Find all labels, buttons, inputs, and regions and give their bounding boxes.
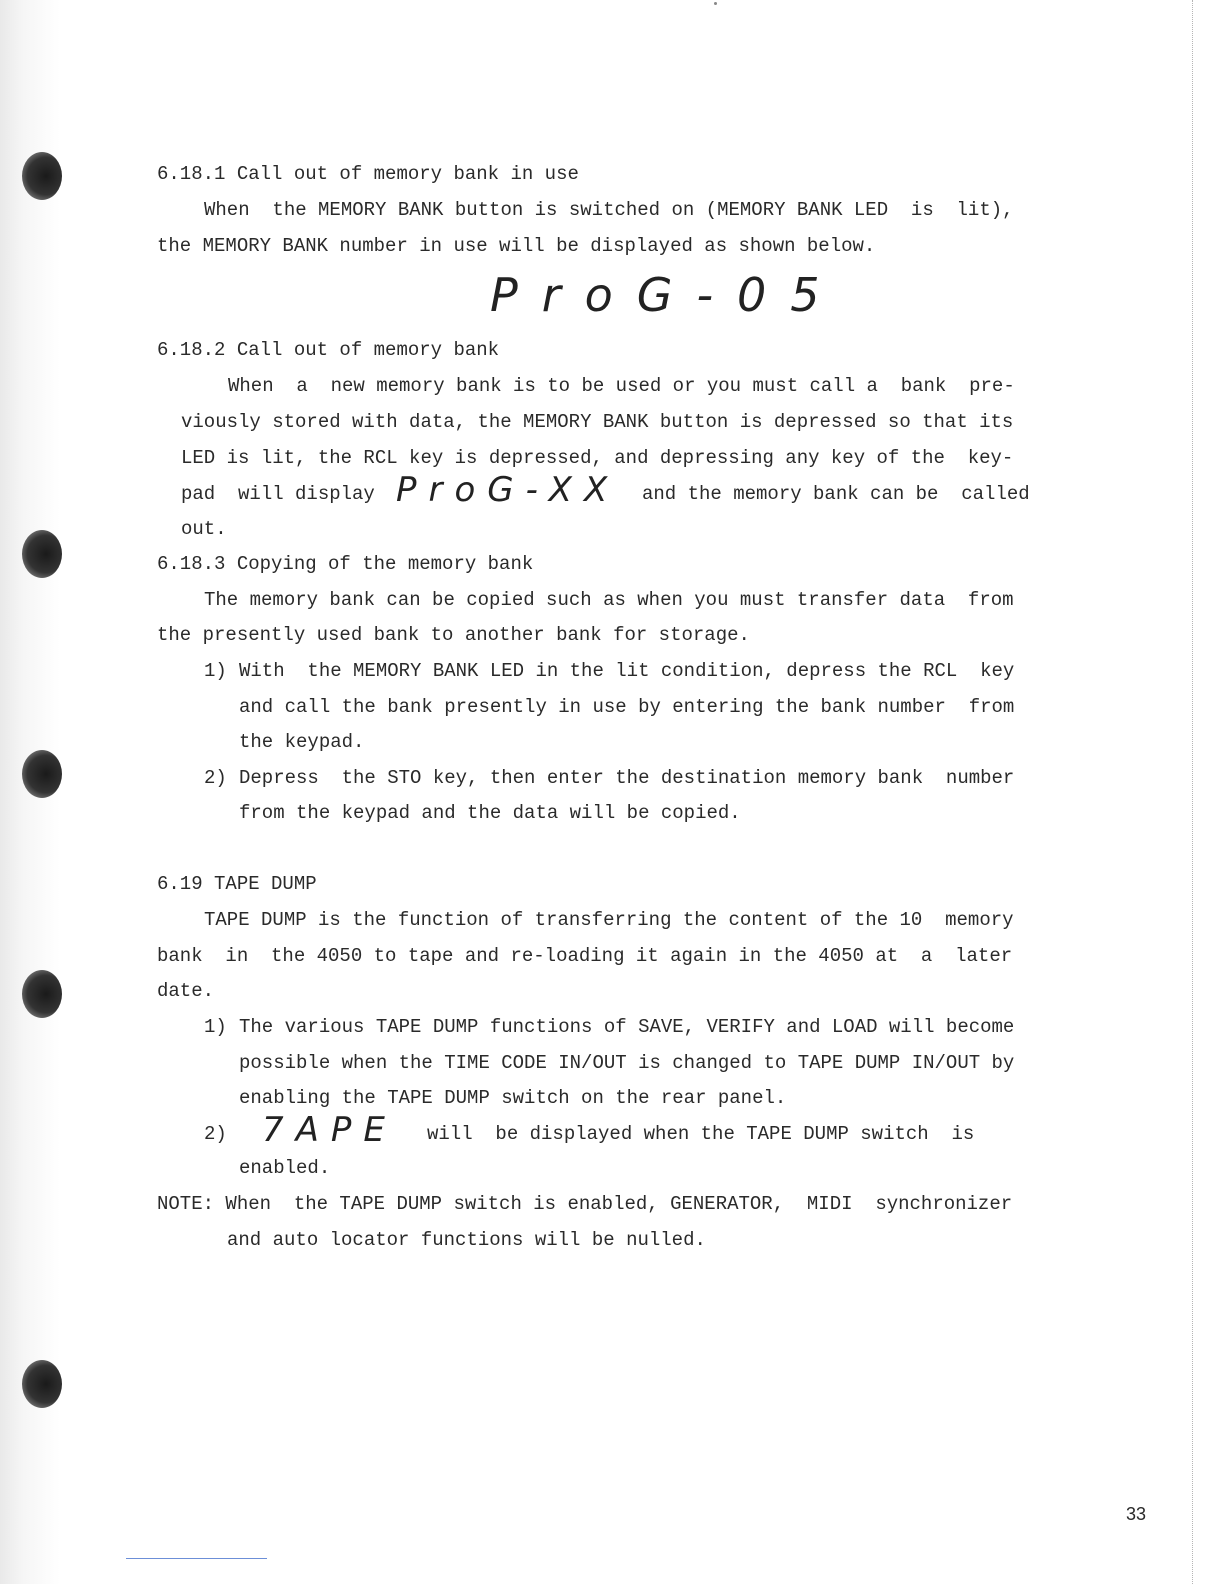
led-display-prog-05: ProG-05 bbox=[490, 268, 844, 322]
list-item-line: the keypad. bbox=[239, 731, 365, 753]
section-heading-6-18-2: 6.18.2 Call out of memory bank bbox=[157, 339, 500, 361]
section-heading-6-19: 6.19 TAPE DUMP bbox=[157, 873, 317, 895]
list-item-line: possible when the TIME CODE IN/OUT is changed to TAPE DUMP IN/OUT by bbox=[239, 1052, 1015, 1074]
note-line: and auto locator functions will be nulled. bbox=[227, 1229, 706, 1251]
list-number: 2) bbox=[204, 1123, 227, 1145]
paragraph-line: When a new memory bank is to be used or you must call a bank pre- bbox=[228, 375, 1015, 397]
list-item-line: Depress the STO key, then enter the destination memory bank number bbox=[239, 767, 1015, 789]
list-item-line: enabling the TAPE DUMP switch on the rear panel. bbox=[239, 1087, 787, 1109]
list-number: 2) bbox=[204, 767, 227, 789]
led-display-tape: 7APE bbox=[262, 1110, 397, 1150]
paragraph-line: bank in the 4050 to tape and re-loading it again in the 4050 at a later bbox=[157, 945, 1013, 967]
list-item-line: With the MEMORY BANK LED in the lit condition, depress the RCL key bbox=[239, 660, 1015, 682]
paragraph-line: date. bbox=[157, 980, 215, 1002]
section-heading-6-18-3: 6.18.3 Copying of the memory bank bbox=[157, 553, 534, 575]
paragraph-line: TAPE DUMP is the function of transferring the content of the 10 memory bbox=[204, 909, 1014, 931]
paragraph-line: When the MEMORY BANK button is switched on (MEMORY BANK LED is lit), bbox=[204, 199, 1014, 221]
paragraph-line: out. bbox=[181, 518, 227, 540]
binder-hole bbox=[22, 152, 62, 200]
list-number: 1) bbox=[204, 660, 227, 682]
paragraph-line: viously stored with data, the MEMORY BANK button is depressed so that its bbox=[181, 411, 1014, 433]
bottom-rule bbox=[126, 1558, 267, 1559]
paragraph-line: the presently used bank to another bank for storage. bbox=[157, 624, 750, 646]
list-item-line: enabled. bbox=[239, 1157, 331, 1179]
binder-hole bbox=[22, 1360, 62, 1408]
page-number: 33 bbox=[1126, 1504, 1147, 1524]
paragraph-line: the MEMORY BANK number in use will be displayed as shown below. bbox=[157, 235, 876, 257]
paragraph-line: pad will display bbox=[181, 483, 375, 505]
paragraph-line: and the memory bank can be called bbox=[642, 483, 1030, 505]
page-right-edge bbox=[1192, 0, 1194, 1584]
binder-hole bbox=[22, 530, 62, 578]
list-item-line: will be displayed when the TAPE DUMP switch is bbox=[427, 1123, 975, 1145]
list-item-line: and call the bank presently in use by entering the bank number from bbox=[239, 696, 1015, 718]
note-line: NOTE: When the TAPE DUMP switch is enabled, GENERATOR, MIDI synchronizer bbox=[157, 1193, 1013, 1215]
scan-speck bbox=[714, 2, 717, 5]
binder-hole bbox=[22, 970, 62, 1018]
list-item-line: The various TAPE DUMP functions of SAVE, VERIFY and LOAD will become bbox=[239, 1016, 1015, 1038]
binder-hole bbox=[22, 750, 62, 798]
list-number: 1) bbox=[204, 1016, 227, 1038]
led-display-prog-xx: ProG-XX bbox=[396, 470, 620, 510]
list-item-line: from the keypad and the data will be copied. bbox=[239, 802, 741, 824]
paragraph-line: The memory bank can be copied such as when you must transfer data from bbox=[204, 589, 1014, 611]
paragraph-line: LED is lit, the RCL key is depressed, and depressing any key of the key- bbox=[181, 447, 1014, 469]
section-heading-6-18-1: 6.18.1 Call out of memory bank in use bbox=[157, 163, 579, 185]
